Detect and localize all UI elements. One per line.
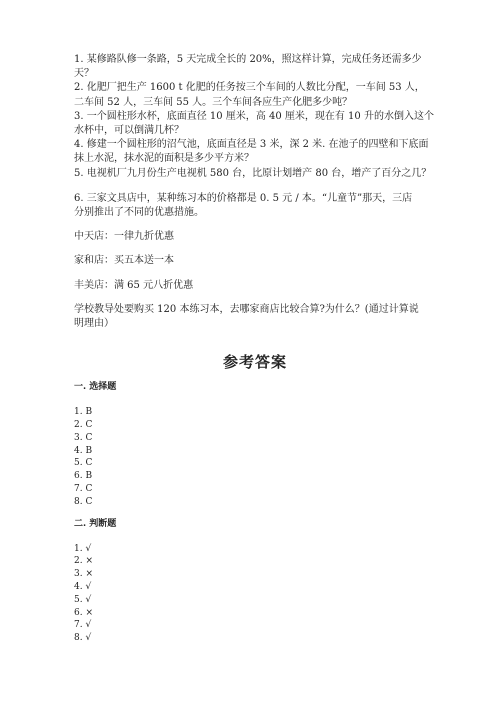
answer-item: 7. √ bbox=[74, 620, 92, 631]
answer-item: 1. √ bbox=[74, 543, 92, 554]
answer-item: 2. C bbox=[74, 420, 93, 431]
answer-item: 5. C bbox=[74, 458, 93, 469]
answer-item: 7. C bbox=[74, 484, 93, 495]
question-line: 2. 化肥厂把生产 1600 t 化肥的任务按三个车间的人数比分配，一车间 53 人， bbox=[74, 82, 425, 94]
question-2 bbox=[74, 81, 436, 109]
store-offer-zhongtian: 中天店：一律九折优惠 bbox=[74, 231, 174, 243]
question-5 bbox=[74, 167, 436, 181]
question-1 bbox=[74, 53, 436, 81]
answer-item: 5. √ bbox=[74, 594, 92, 605]
question-6 bbox=[74, 192, 436, 331]
section-heading-choice: 一. 选择题 bbox=[74, 382, 117, 393]
question-line: 天？ bbox=[74, 68, 94, 80]
answer-item: 6. B bbox=[74, 471, 93, 482]
question-4 bbox=[74, 138, 436, 166]
question-line: 5. 电视机厂九月份生产电视机 580 台，比原计划增产 80 台，增产了百分之几？ bbox=[74, 167, 432, 179]
question-line: 分别推出了不同的优惠措施。 bbox=[74, 207, 204, 219]
question-line: 4. 修建一个圆柱形的沼气池，底面直径是 3 米，深 2 米. 在池子的四壁和下底面 bbox=[74, 139, 429, 151]
question-line: 6. 三家文具店中，某种练习本的价格都是 0. 5 元 / 本。“儿童节”那天，三店 bbox=[74, 192, 413, 204]
choice-answer-list bbox=[74, 406, 436, 508]
question-line: 水杯中，可以倒满几杯？ bbox=[74, 125, 184, 137]
question-line: 学校教导处要购买 120 本练习本，去哪家商店比较合算?为什么？(通过计算说 bbox=[74, 303, 419, 315]
document-page bbox=[74, 53, 436, 651]
question-line: 1. 某修路队修一条路，5 天完成全长的 20%，照这样计算，完成任务还需多少 bbox=[74, 54, 422, 65]
answer-key-title: 参考答案 bbox=[222, 353, 287, 372]
store-offer-jiahe: 家和店：买五本送一本 bbox=[74, 255, 174, 267]
answer-item: 3. × bbox=[74, 569, 93, 580]
store-offer-fengmei: 丰美店：满 65 元八折优惠 bbox=[74, 279, 194, 291]
question-line: 明理由） bbox=[74, 318, 114, 330]
answer-item: 4. √ bbox=[74, 582, 92, 593]
answer-item: 2. × bbox=[74, 556, 93, 567]
answer-item: 4. B bbox=[74, 445, 93, 456]
section-heading-judgment: 二. 判断题 bbox=[74, 518, 117, 529]
answer-item: 8. C bbox=[74, 496, 93, 507]
question-line: 3. 一个圆柱形水杯，底面直径 10 厘米，高 40 厘米，现在有 10 升的水倒入这个 bbox=[74, 110, 434, 122]
answer-item: 8. √ bbox=[74, 633, 92, 644]
question-3 bbox=[74, 110, 436, 138]
question-line: 抹上水泥，抹水泥的面积是多少平方米？ bbox=[74, 153, 254, 165]
answer-item: 1. B bbox=[74, 407, 93, 418]
answer-item: 6. × bbox=[74, 607, 93, 618]
answer-item: 3. C bbox=[74, 432, 93, 443]
question-line: 二车间 52 人，三车间 55 人。三个车间各应生产化肥多少吨？ bbox=[74, 96, 353, 108]
judgment-answer-list bbox=[74, 543, 436, 645]
